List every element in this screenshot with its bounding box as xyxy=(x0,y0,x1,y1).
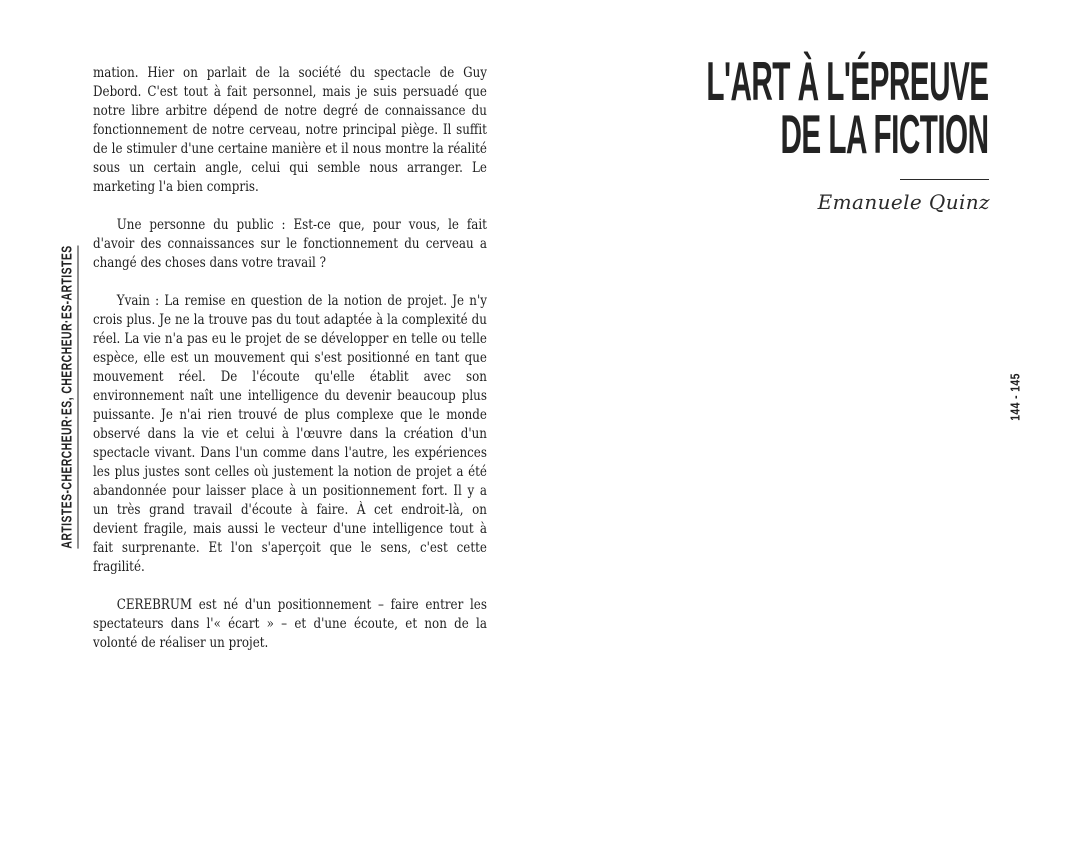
chapter-title-line-1: L'ART À L'ÉPREUVE xyxy=(706,50,989,112)
title-rule-divider xyxy=(900,179,989,180)
margin-title-vertical: ARTISTES-CHERCHEUR·ES, CHERCHEUR·ES-ARTISTES xyxy=(60,245,79,548)
paragraph: CEREBRUM est né d'un positionnement – faire entrer les spectateurs dans l'« écart » – et d'une écoute, et non de la volonté de réaliser un projet. xyxy=(93,597,487,651)
paragraph: mation. Hier on parlait de la société du spectacle de Guy Debord. C'est tout à fait personnel, mais je suis persuadé que notre libre arbitre dépend de notre degré de connaissance du fonctionnement de notre cerveau, notre principal piège. Il suffit de le stimuler d'une certaine manière et il nous montre la réalité sous un certain angle, celui qui semble nous arranger. Le marketing l'a bien compris. xyxy=(93,65,487,195)
body-text xyxy=(93,64,487,672)
author-name: Emanuele Quinz xyxy=(817,190,990,214)
paragraph: Yvain : La remise en question de la notion de projet. Je n'y crois plus. Je ne la trouve pas du tout adaptée à la complexité du réel. La vie n'a pas eu le projet de se développer en telle ou telle espèce, elle est un mouvement qui s'est positionné en tant que mouvement réel. De l'écoute qu'elle établit avec son environnement naît une intelligence du devenir beaucoup plus puissante. Je n'ai rien trouvé de plus complexe que le monde observé dans la vie et celui à l'œuvre dans la création d'un spectacle vivant. Dans l'un comme dans l'autre, les expériences les plus justes sont celles où justement la notion de projet a été abandonnée pour laisser place à un positionnement fort. Il y a un très grand travail d'écoute à faire. À cet endroit-là, on devient fragile, mais aussi le vecteur d'une intelligence tout à fait surprenante. Et l'on s'aperçoit que le sens, c'est cette fragilité. xyxy=(93,293,487,575)
paragraph: Une personne du public : Est-ce que, pour vous, le fait d'avoir des connaissances sur le fonctionnement du cerveau a changé des choses dans votre travail ? xyxy=(93,217,487,271)
chapter-title-line-2: DE LA FICTION xyxy=(780,103,989,165)
page-number-vertical: 144 - 145 xyxy=(1007,373,1023,421)
chapter-title xyxy=(466,50,989,165)
